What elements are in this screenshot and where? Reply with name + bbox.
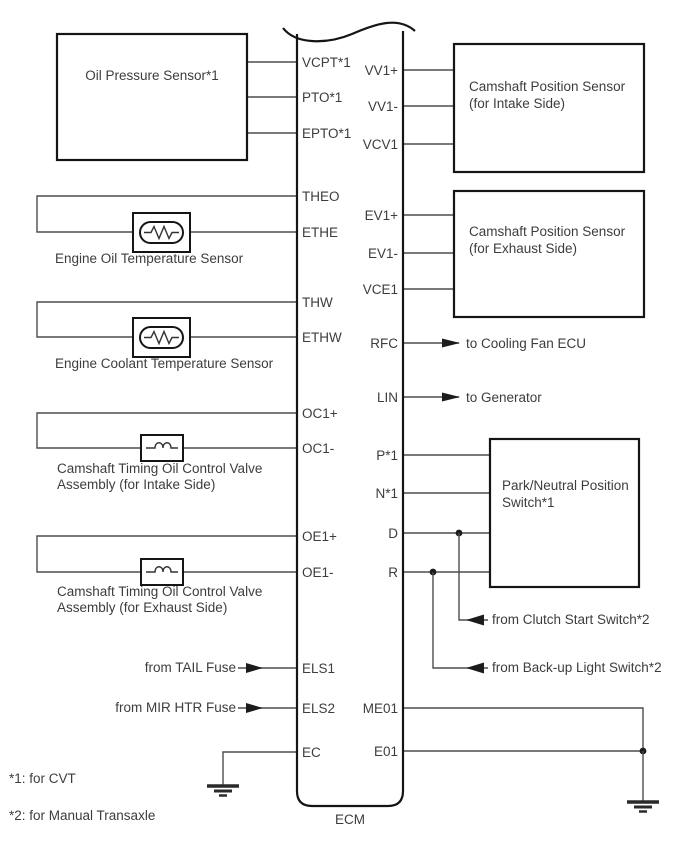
oil-pressure-sensor-box <box>57 34 247 160</box>
component-label: Assembly (for Exhaust Side) <box>57 600 228 615</box>
component-label: Park/Neutral Position <box>502 478 629 493</box>
external-connection-label: from Back-up Light Switch*2 <box>492 660 662 675</box>
pin-label: P*1 <box>376 448 398 463</box>
external-connection-label: to Cooling Fan ECU <box>466 336 587 351</box>
component-label: Engine Oil Temperature Sensor <box>55 251 244 266</box>
pin-label: OC1- <box>302 441 335 456</box>
component-label: Oil Pressure Sensor*1 <box>85 68 219 83</box>
external-connection-label: from TAIL Fuse <box>144 660 236 675</box>
component-label: Camshaft Position Sensor <box>469 224 626 239</box>
pin-label: RFC <box>370 336 398 351</box>
pin-label: D <box>388 526 398 541</box>
pin-label: VCE1 <box>362 282 398 297</box>
component-outline <box>490 439 639 587</box>
pin-label: EC <box>302 745 321 760</box>
footnote: *1: for CVT <box>9 771 76 786</box>
pin-label: VV1+ <box>364 63 398 78</box>
solenoid-coil-icon <box>141 435 183 461</box>
camshaft-position-sensor-exhaust-box <box>454 191 644 317</box>
external-connection-label: from MIR HTR Fuse <box>115 700 236 715</box>
ground-icon <box>207 786 239 796</box>
pin-label: ELS2 <box>302 701 336 716</box>
wire-me01 <box>403 708 643 751</box>
component-label: Camshaft Position Sensor <box>469 79 626 94</box>
component-label: Camshaft Timing Oil Control Valve <box>57 584 263 599</box>
arrow-right-icon <box>442 393 460 402</box>
wire-ec-ground <box>223 752 297 786</box>
pin-label: VCV1 <box>362 137 398 152</box>
pin-label: OE1+ <box>302 529 337 544</box>
ecm-label: ECM <box>335 812 365 827</box>
arrow-right-icon <box>246 703 263 713</box>
component-label: (for Intake Side) <box>469 96 566 111</box>
pin-label: N*1 <box>375 486 398 501</box>
component-label: (for Exhaust Side) <box>469 241 578 256</box>
component-label: Engine Coolant Temperature Sensor <box>55 356 274 371</box>
external-connection-label: to Generator <box>466 390 542 405</box>
pin-label: ETHE <box>302 225 339 240</box>
pin-label: EPTO*1 <box>302 126 352 141</box>
solenoid-coil-icon <box>141 559 183 585</box>
pin-label: EV1- <box>367 246 398 261</box>
pin-label: EV1+ <box>364 208 398 223</box>
arrow-right-icon <box>442 339 460 348</box>
ground-icon <box>627 802 659 812</box>
pin-label: R <box>388 565 398 580</box>
wires-right <box>403 70 646 802</box>
wires-left <box>37 62 297 786</box>
pin-label: ELS1 <box>302 661 336 676</box>
arrow-left-icon <box>466 663 484 674</box>
pin-label: VCPT*1 <box>302 55 351 70</box>
pin-label: ETHW <box>302 330 342 345</box>
component-label: Assembly (for Intake Side) <box>57 477 216 492</box>
external-connection-label: from Clutch Start Switch*2 <box>492 612 650 627</box>
pin-label: OC1+ <box>302 406 338 421</box>
component-label: Camshaft Timing Oil Control Valve <box>57 461 263 476</box>
thermistor-icon <box>133 213 190 252</box>
pin-label: LIN <box>376 390 398 405</box>
pin-label: E01 <box>373 744 398 759</box>
pin-label: THW <box>302 295 333 310</box>
component-label: Switch*1 <box>502 495 555 510</box>
arrow-left-icon <box>466 615 484 626</box>
pin-label: ME01 <box>362 701 398 716</box>
footnote: *2: for Manual Transaxle <box>9 808 156 823</box>
park-neutral-position-switch-box <box>490 439 639 587</box>
pin-label: OE1- <box>302 565 334 580</box>
pin-label: THEO <box>302 189 340 204</box>
arrow-right-icon <box>246 663 263 673</box>
component-outline <box>57 34 247 160</box>
pin-label: PTO*1 <box>302 90 343 105</box>
thermistor-icon <box>133 318 190 357</box>
wire-clutch-branch <box>459 533 488 620</box>
camshaft-position-sensor-intake-box <box>454 44 644 172</box>
pin-label: VV1- <box>367 99 398 114</box>
